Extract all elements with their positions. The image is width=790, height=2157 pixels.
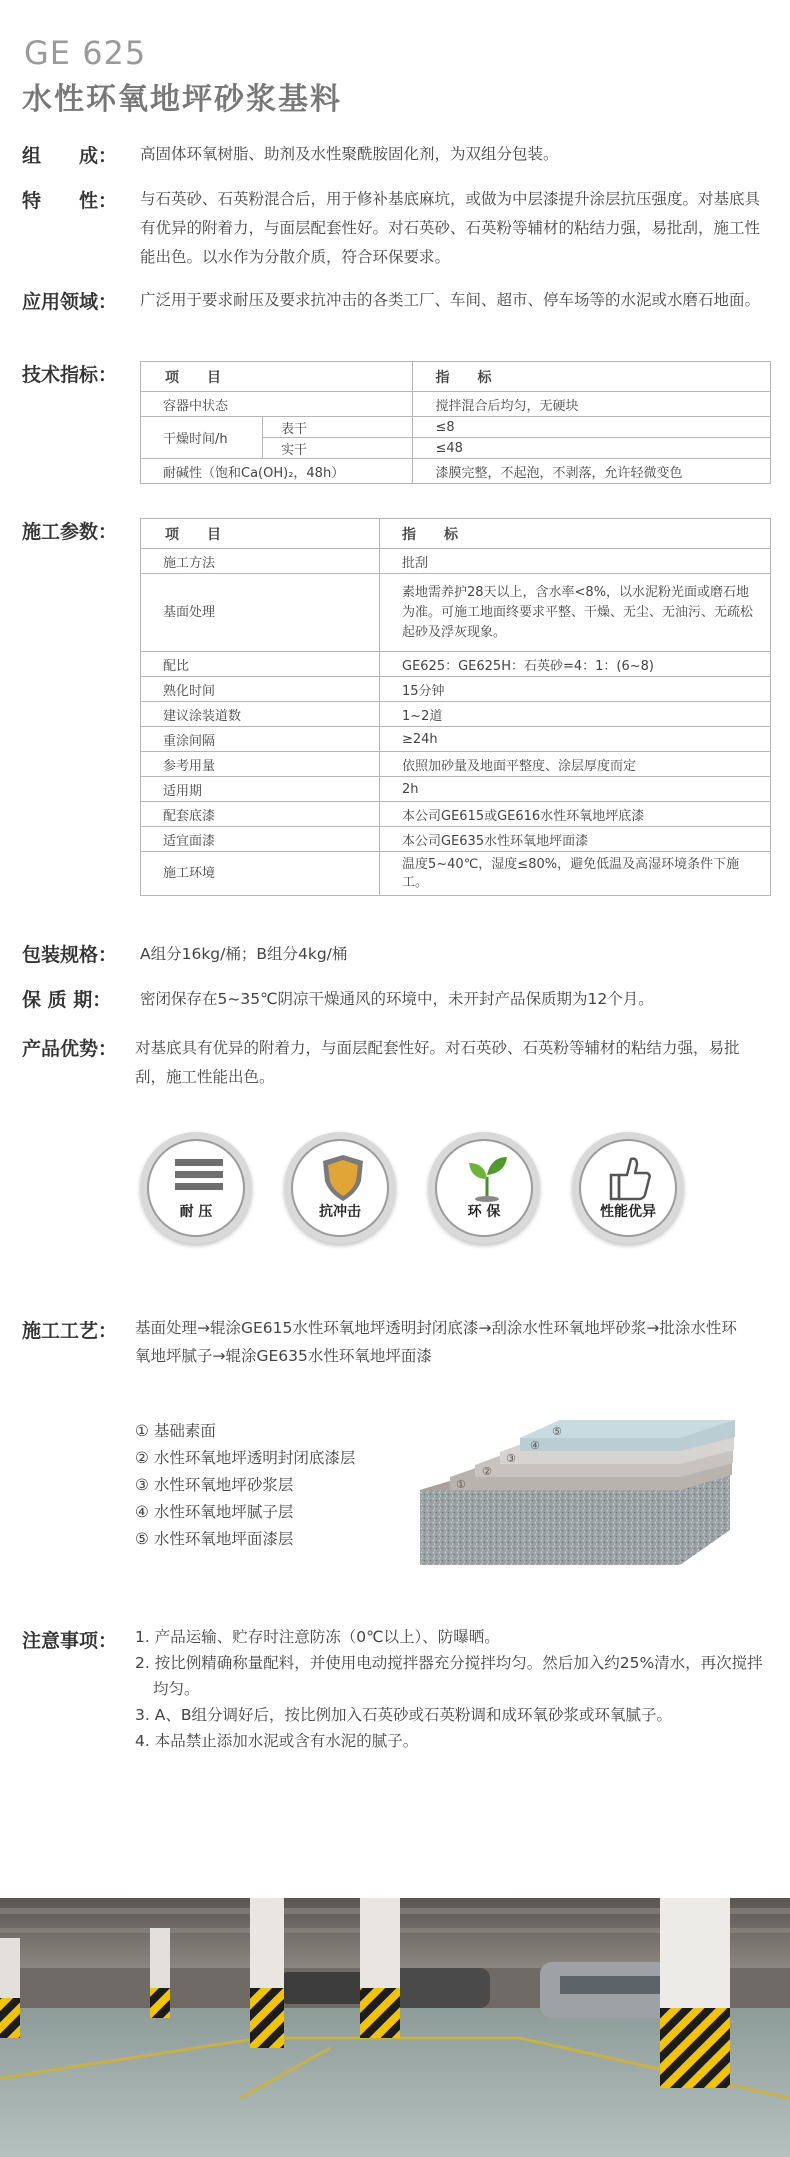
- note-item: 4. 本品禁止添加水泥或含有水泥的腻子。: [135, 1732, 419, 1750]
- diagram-mark: ①: [456, 1478, 466, 1491]
- advantage-caption: 性能优异: [600, 1204, 656, 1220]
- tech-sub-item: 实干: [263, 438, 413, 459]
- construction-row-value: ≥24h: [380, 727, 771, 752]
- construction-row-value: 2h: [380, 777, 771, 802]
- shield-icon: [317, 1151, 369, 1203]
- construction-row-value: 依照加砂量及地面平整度、涂层厚度而定: [380, 752, 771, 777]
- construction-row-value: GE625：GE625H：石英砂=4：1：(6~8): [380, 652, 771, 677]
- construction-row-item: 适用期: [141, 777, 380, 802]
- construction-row-item: 参考用量: [141, 752, 380, 777]
- construction-row-item: 施工方法: [141, 549, 380, 574]
- packaging-label: 包装规格：: [22, 944, 118, 966]
- construction-row-item: 配比: [141, 652, 380, 677]
- construction-row-item: 建议涂装道数: [141, 702, 380, 727]
- advantage-badge: [428, 1132, 540, 1244]
- application-label: 应用领域：: [22, 291, 118, 313]
- tech-row-item: 耐碱性（饱和Ca(OH)₂，48h）: [141, 459, 413, 484]
- parking-garage-photo: [0, 1898, 790, 2157]
- layer-item: ③ 水性环氧地坪砂浆层: [135, 1476, 294, 1494]
- product-title: 水性环氧地坪砂浆基料: [22, 82, 342, 117]
- layer-item: ⑤ 水性环氧地坪面漆层: [135, 1530, 294, 1548]
- layer-item: ① 基础素面: [135, 1422, 216, 1440]
- features-label: 特 性：: [22, 190, 118, 212]
- process-text: 基面处理→辊涂GE615水性环氧地坪透明封闭底漆→刮涂水性环氧地坪砂浆→批涂水性环氧地坪腻子→辊涂GE635水性环氧地坪面漆: [135, 1319, 737, 1365]
- notes-label: 注意事项：: [22, 1630, 118, 1652]
- advantage-icons: [140, 1132, 700, 1252]
- layer-list: [135, 1418, 355, 1553]
- advantage-badge: [572, 1132, 684, 1244]
- advantages-label: 产品优势：: [22, 1038, 118, 1060]
- construction-row-value: 批刮: [380, 549, 771, 574]
- diagram-mark: ②: [482, 1465, 492, 1478]
- construction-label: 施工参数：: [22, 521, 118, 543]
- notes-list: [135, 1624, 775, 1754]
- advantage-caption: 耐 压: [179, 1204, 213, 1220]
- advantage-badge: [140, 1132, 252, 1244]
- tech-row-value: 漆膜完整，不起泡，不剥落，允许轻微变色: [413, 459, 771, 484]
- tech-row-value: ≤8: [413, 417, 771, 438]
- construction-row-item: 基面处理: [141, 574, 380, 652]
- pressure-icon: [173, 1151, 225, 1203]
- process-label: 施工工艺：: [22, 1320, 118, 1342]
- construction-row-item: 配套底漆: [141, 802, 380, 827]
- layer-item: ④ 水性环氧地坪腻子层: [135, 1503, 294, 1521]
- construction-row-value: 本公司GE615或GE616水性环氧地坪底漆: [380, 802, 771, 827]
- tech-table: [140, 361, 771, 484]
- tech-sub-item: 表干: [263, 417, 413, 438]
- tech-header-value: 指 标: [413, 362, 771, 392]
- tech-row-item: 干燥时间/h: [141, 417, 263, 459]
- construction-row-item: 适宜面漆: [141, 827, 380, 852]
- advantages-text: 对基底具有优异的附着力，与面层配套性好。对石英砂、石英粉等辅材的粘结力强，易批刮，施工性能出色。: [135, 1039, 740, 1086]
- construction-header-item: 项 目: [141, 519, 380, 549]
- construction-row-value: 本公司GE635水性环氧地坪面漆: [380, 827, 771, 852]
- diagram-mark: ⑤: [552, 1425, 562, 1438]
- layer-item: ② 水性环氧地坪透明封闭底漆层: [135, 1449, 356, 1467]
- construction-row-item: 重涂间隔: [141, 727, 380, 752]
- shelf-label: 保 质 期：: [22, 989, 112, 1011]
- shelf-text: 密闭保存在5~35℃阴凉干燥通风的环境中，未开封产品保质期为12个月。: [140, 990, 654, 1008]
- tech-header-item: 项 目: [141, 362, 413, 392]
- construction-table: [140, 518, 771, 896]
- note-item: 3. A、B组分调好后，按比例加入石英砂或石英粉调和成环氧砂浆或环氧腻子。: [135, 1706, 672, 1724]
- tech-row-value: ≤48: [413, 438, 771, 459]
- sprout-icon: [461, 1151, 513, 1203]
- construction-row-value: 温度5~40℃，湿度≤80%，避免低温及高湿环境条件下施工。: [380, 852, 771, 896]
- construction-row-item: 施工环境: [141, 852, 380, 896]
- advantage-caption: 抗冲击: [319, 1204, 361, 1220]
- construction-row-value: 15分钟: [380, 677, 771, 702]
- diagram-mark: ④: [530, 1439, 540, 1452]
- diagram-mark: ③: [506, 1452, 516, 1465]
- construction-row-value: 素地需养护28天以上，含水率<8%，以水泥粉光面或磨石地为准。可施工地面终要求平整、干燥、无尘、无油污、无疏松起砂及浮灰现象。: [380, 574, 771, 652]
- tech-label: 技术指标：: [22, 364, 118, 386]
- product-model: GE 625: [24, 34, 147, 72]
- thumbs-up-icon: [605, 1151, 657, 1203]
- advantage-caption: 环 保: [467, 1204, 501, 1220]
- packaging-text: A组分16kg/桶；B组分4kg/桶: [140, 945, 348, 963]
- features-text: 与石英砂、石英粉混合后，用于修补基底麻坑，或做为中层漆提升涂层抗压强度。对基底具有优异的附着力，与面层配套性好。对石英砂、石英粉等辅材的粘结力强，易批刮，施工性能出色。以水作为分散介质，符合环保要求。: [140, 190, 761, 266]
- construction-header-value: 指 标: [380, 519, 771, 549]
- construction-row-item: 熟化时间: [141, 677, 380, 702]
- construction-row-value: 1~2道: [380, 702, 771, 727]
- advantage-badge: [284, 1132, 396, 1244]
- composition-label: 组 成：: [22, 145, 118, 167]
- composition-text: 高固体环氧树脂、助剂及水性聚酰胺固化剂，为双组分包装。: [140, 145, 559, 163]
- layer-diagram: [420, 1395, 740, 1575]
- note-item: 2. 按比例精确称量配料，并使用电动搅拌器充分搅拌均匀。然后加入约25%清水，再次搅拌均匀。: [135, 1654, 763, 1698]
- tech-row-value: 搅拌混合后均匀，无硬块: [413, 392, 771, 417]
- tech-row-item: 容器中状态: [141, 392, 413, 417]
- application-text: 广泛用于要求耐压及要求抗冲击的各类工厂、车间、超市、停车场等的水泥或水磨石地面。: [140, 291, 761, 309]
- note-item: 1. 产品运输、贮存时注意防冻（0℃以上）、防曝晒。: [135, 1628, 500, 1646]
